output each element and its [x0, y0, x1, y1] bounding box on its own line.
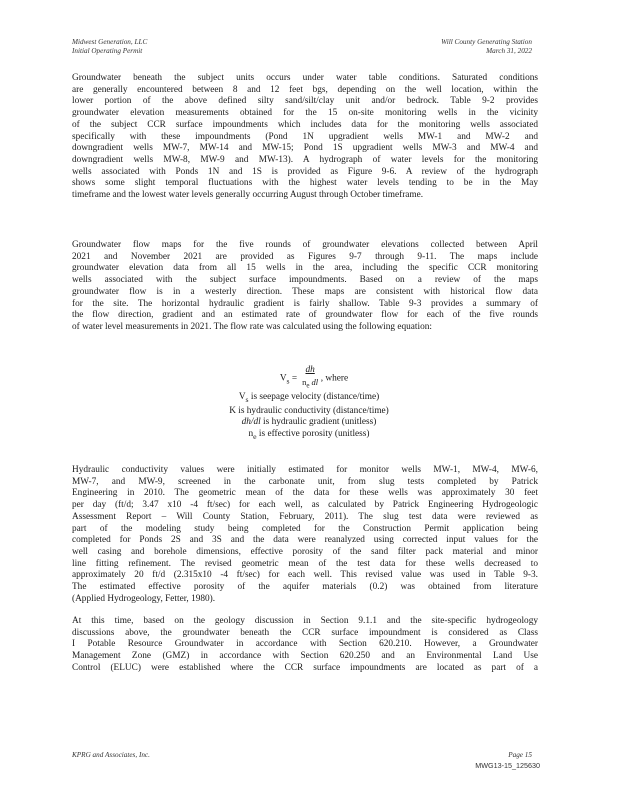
equation-main	[0, 365, 618, 392]
text-line: groundwater elevation measurements obtained for the 15 on-site monitoring wells in the vicinity	[72, 108, 538, 119]
header-document-type: Initial Operating Permit	[72, 47, 143, 55]
definition-text: is seepage velocity (distance/time)	[248, 392, 380, 403]
text-line: At this time, based on the geology discussion in Section 9.1.1 and the site-specific hydrogeology	[72, 616, 538, 626]
text-line: (Applied Hydrogeology, Fetter, 1980).	[72, 593, 216, 604]
text-line: 2021 and November 2021 are provided as Figures 9-7 through 9-11. The maps include	[72, 251, 538, 262]
definition-subscript: e	[253, 431, 257, 441]
definition-subscript: s	[245, 394, 249, 404]
header-company: Midwest Generation, LLC	[72, 38, 148, 46]
header-station: Will County Generating Station	[441, 38, 532, 46]
text-line: Management Zone (GMZ) in accordance with Section 620.250 and an Environmental Land Use	[72, 651, 538, 662]
equation-equals: =	[289, 373, 300, 384]
text-line: are generally encountered between 8 and 12 feet bgs, depending on the well location, within the	[72, 84, 538, 95]
text-line: wells associated with the subject surface impoundments. Based on a review of the maps	[72, 275, 538, 286]
text-line: lower portion of the above defined silty sand/silt/clay unit and/or bedrock. Table 9-2 provides	[72, 96, 538, 107]
text-line: wells associated with Ponds 1N and 1S is provided as Figure 9-6. A review of the hydrograph	[72, 166, 538, 177]
text-line: part of the modeling study being completed for the Construction Permit application being	[72, 523, 538, 534]
equation-denominator-n: n	[302, 376, 307, 387]
equation-numerator: dh	[305, 365, 315, 375]
text-line: per day (ft/d; 3.47 x10 -4 ft/sec) for each well, as calculated by Patrick Engineering Hydrogeologic	[72, 500, 538, 511]
equation-lhs: V	[279, 373, 287, 384]
definition-symbol: V	[238, 392, 246, 403]
equation-denominator	[301, 377, 318, 392]
seepage-velocity-equation	[0, 365, 618, 443]
text-line: completed for Ponds 2S and 3S and the data were reanalyzed using corrected input values for the	[72, 535, 538, 546]
paragraph-hydraulic-conductivity	[72, 465, 538, 605]
text-line: Groundwater beneath the subject units occurs under water table conditions. Saturated conditions	[72, 73, 538, 83]
text-line: of water level measurements in 2021. The flow rate was calculated using the following equation:	[72, 321, 432, 332]
text-line: specifically with these impoundments (Pond 1N upgradient wells MW-1 and MW-2 and	[72, 131, 538, 142]
equation-denominator-subscript: e	[306, 381, 310, 390]
paragraph-flow-maps	[72, 240, 538, 334]
paragraph-groundwater-class	[72, 616, 538, 675]
equation-denominator-dl: dl	[311, 376, 319, 387]
footer-company: KPRG and Associates, Inc.	[72, 751, 150, 759]
text-line: line fitting refinement. The revised geometric mean of the test data for these wells decreased to	[72, 558, 538, 569]
text-line: timeframe and the lowest water levels generally occurring August through October timeframe.	[72, 190, 424, 201]
text-line: groundwater elevation data from all 15 wells in the area, including the specific CCR monitoring	[72, 263, 538, 274]
text-line: MW-7, and MW-9, screened in the carbonate unit, from slug tests completed by Patrick	[72, 476, 538, 487]
text-line: Assessment Report – Will County Station, February, 2011). The slug test data were reviewed as	[72, 511, 538, 522]
text-line: Engineering in 2010. The geometric mean of the data for these wells was approximately 30 feet	[72, 488, 538, 499]
equation-fraction	[301, 365, 318, 392]
definition-text: is hydraulic gradient (unitless)	[260, 417, 377, 428]
text-line: shows some slight temporal fluctuations with the highest water levels tending to be in the May	[72, 178, 538, 189]
equation-definition-vs	[0, 392, 618, 406]
text-line: groundwater flow is in a westerly direction. These maps are consistent with historical flow data	[72, 286, 538, 297]
footer-page-number: Page 15	[508, 751, 532, 759]
definition-symbol: dh/dl	[241, 417, 261, 428]
header-date: March 31, 2022	[486, 47, 532, 55]
text-line: Control (ELUC) were established where the CCR surface impoundments are located as part of a	[72, 662, 538, 673]
text-line: discussions above, the groundwater beneath the CCR surface impoundment is considered as Class	[72, 627, 538, 638]
definition-symbol: n	[248, 429, 254, 440]
text-line: for the site. The horizontal hydraulic gradient is fairly shallow. Table 9-3 provides a summary of	[72, 298, 538, 309]
equation-definition-gradient	[0, 417, 618, 429]
equation-definition-porosity	[0, 429, 618, 443]
text-line: the flow direction, gradient and an estimated rate of groundwater flow for each of the five rounds	[72, 310, 538, 321]
text-line: Groundwater flow maps for the five rounds of groundwater elevations collected between April	[72, 240, 538, 250]
text-line: Hydraulic conductivity values were initially estimated for monitor wells MW-1, MW-4, MW-6,	[72, 465, 538, 475]
footer-bates-number: MWG13-15_125630	[475, 761, 540, 770]
text-line: The estimated effective porosity of the aquifer materials (0.2) was obtained from literature	[72, 582, 538, 593]
text-line: well casing and borehole dimensions, effective porosity of the sand filter pack material and minor	[72, 546, 538, 557]
definition-text: is effective porosity (unitless)	[256, 429, 370, 440]
equation-definition-k: K is hydraulic conductivity (distance/time)	[229, 405, 389, 416]
text-line: downgradient wells MW-8, MW-9 and MW-13). A hydrograph of water levels for the monitoring	[72, 154, 538, 165]
equation-lhs-subscript: s	[286, 376, 290, 386]
header-right	[441, 38, 532, 56]
paragraph-groundwater-conditions	[72, 73, 538, 202]
header-left	[72, 38, 147, 56]
text-line: downgradient wells MW-7, MW-14 and MW-15; Pond 1S upgradient wells MW-3 and MW-4 and	[72, 143, 538, 154]
equation-where: , where	[320, 373, 349, 384]
text-line: I Potable Resource Groundwater in accordance with Section 620.210. However, a Groundwater	[72, 639, 538, 650]
text-line: of the subject CCR surface impoundments which includes data for the monitoring wells associated	[72, 119, 538, 130]
text-line: approximately 20 ft/d (2.315x10 -4 ft/sec) for each well. This revised value was used in Table 9-3.	[72, 570, 538, 581]
